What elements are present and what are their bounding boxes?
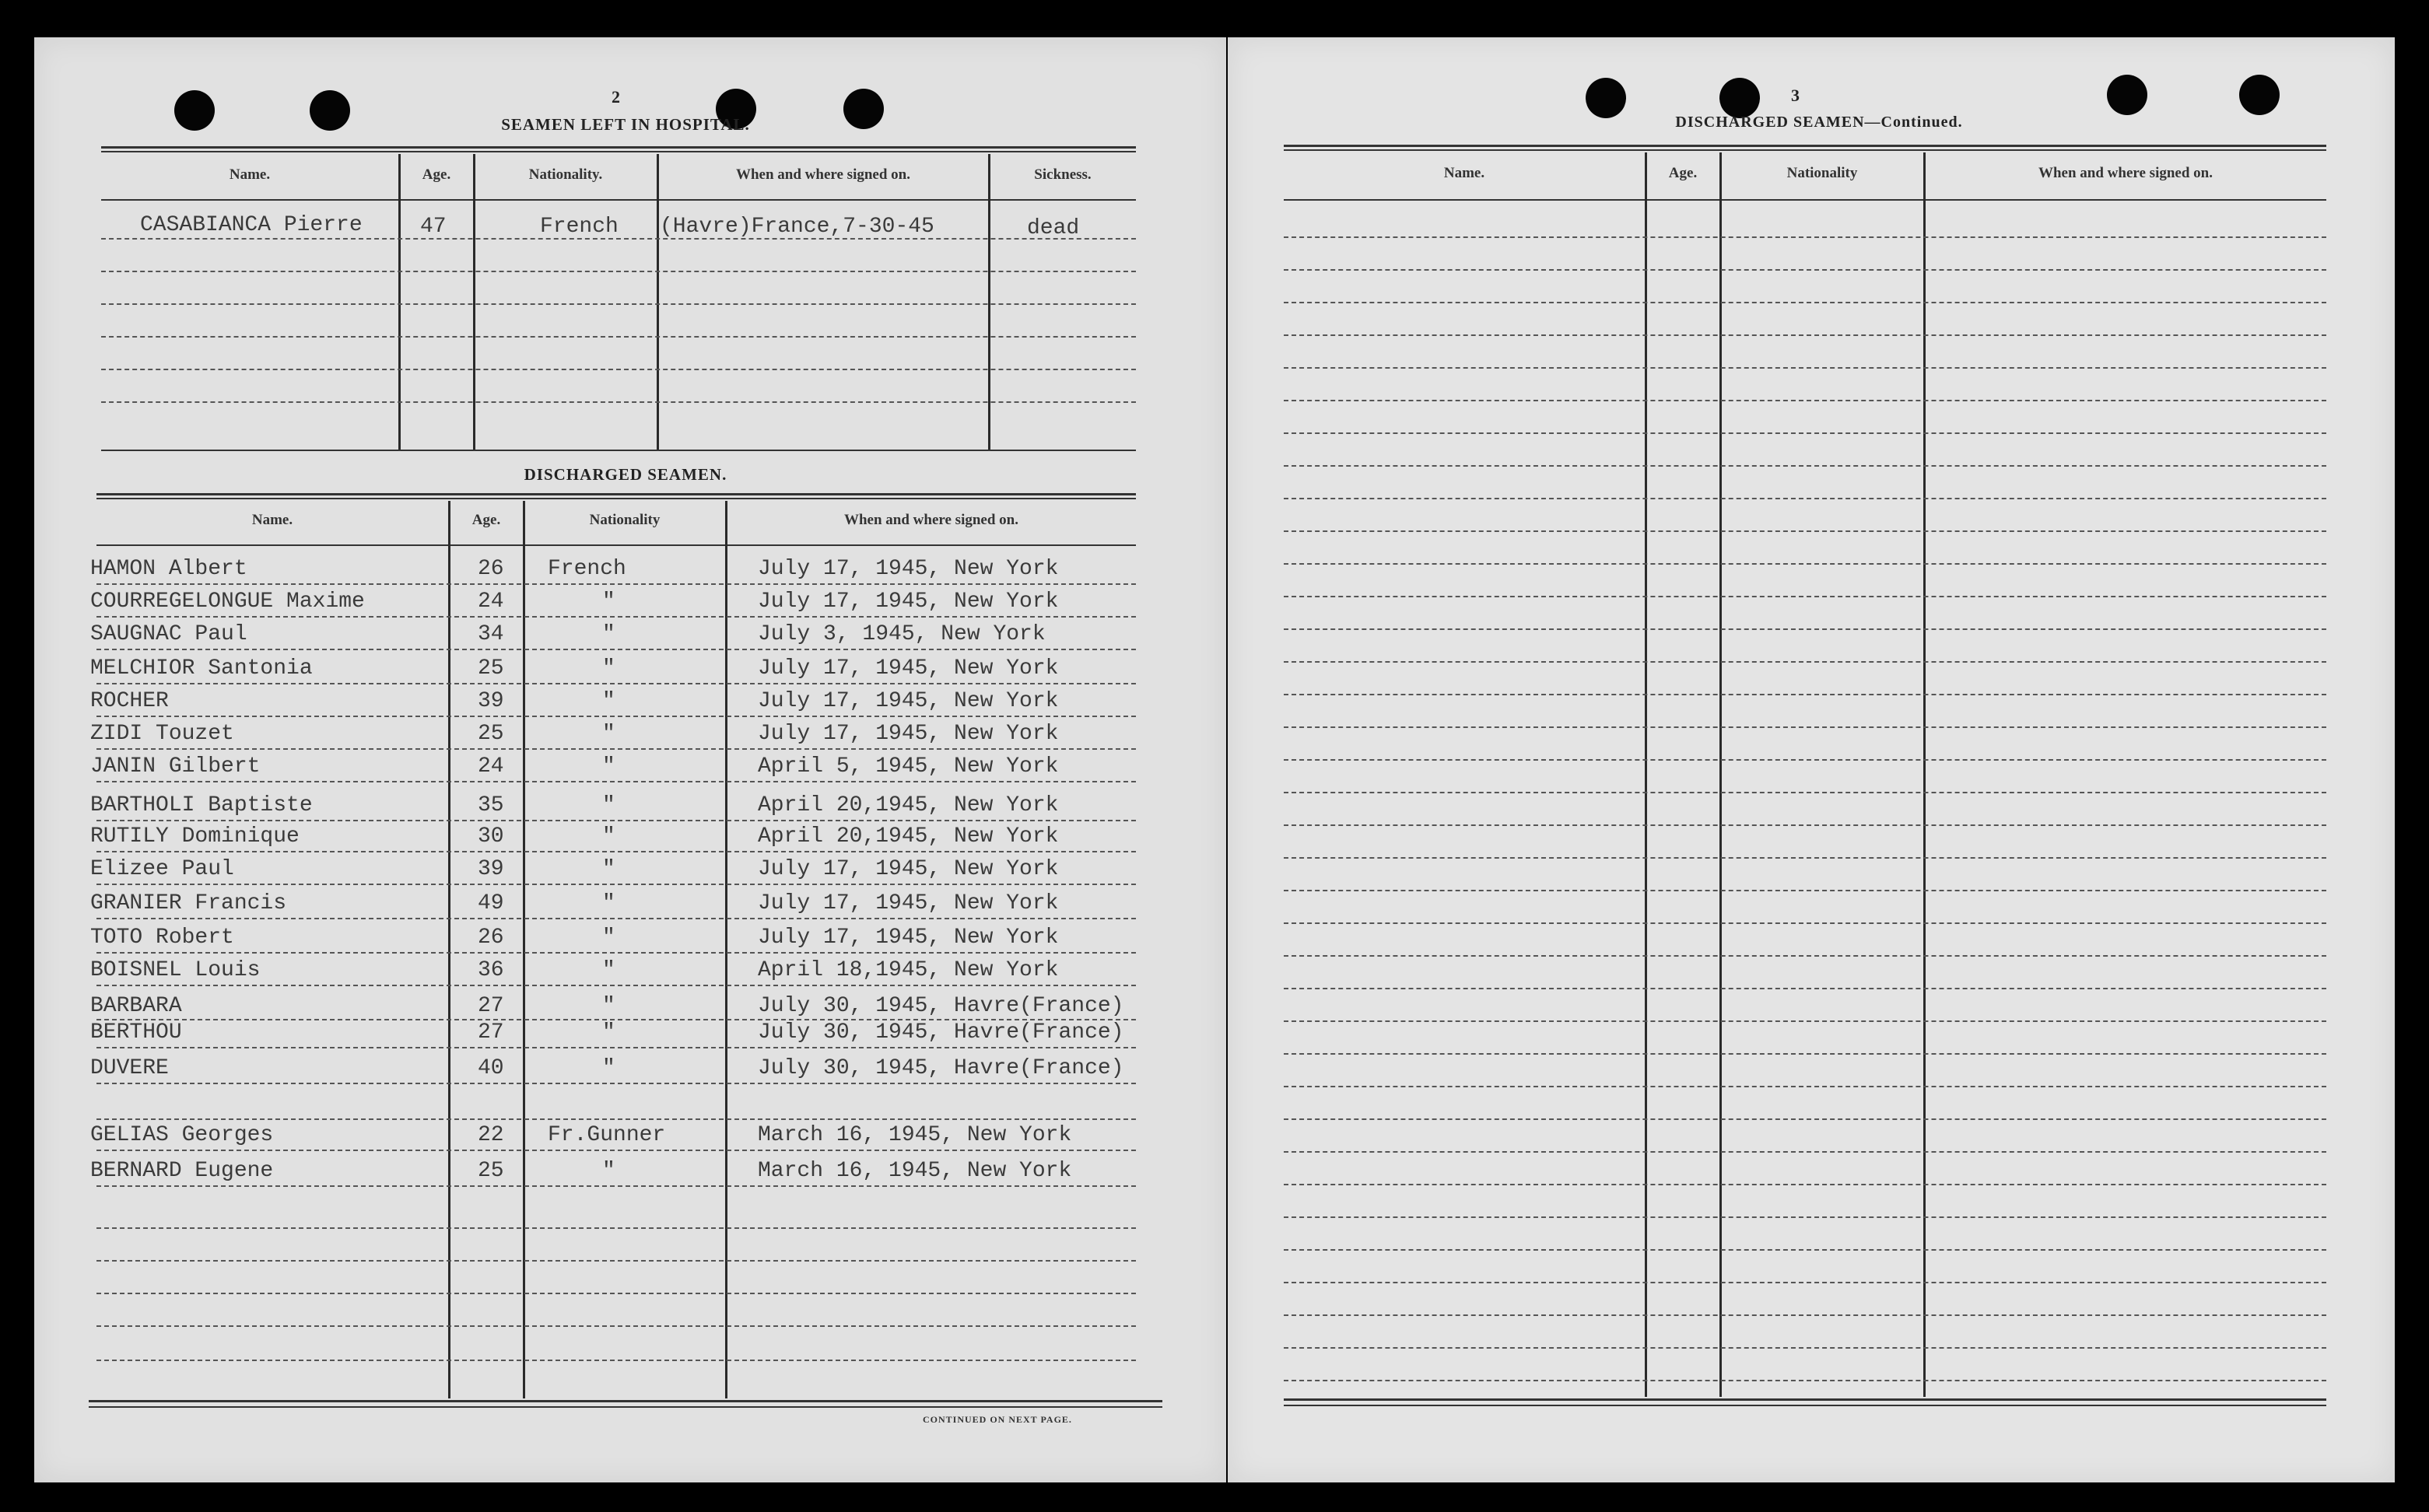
ruled-line bbox=[1284, 1314, 2326, 1316]
discharged-cell-signed-on: March 16, 1945, New York bbox=[758, 1123, 1072, 1147]
discharged-cell-signed-on: April 20,1945, New York bbox=[758, 824, 1059, 849]
ruled-line bbox=[1284, 1151, 2326, 1153]
discharged-cell-signed-on: July 17, 1945, New York bbox=[758, 590, 1059, 614]
ruled-line bbox=[1284, 563, 2326, 565]
discharged-cell-name: BERNARD Eugene bbox=[90, 1159, 274, 1183]
discharged-cell-signed-on: July 17, 1945, New York bbox=[758, 926, 1059, 950]
ruled-line bbox=[96, 748, 1136, 750]
discharged-section-title: DISCHARGED SEAMEN. bbox=[524, 465, 727, 484]
ruled-line bbox=[1284, 759, 2326, 761]
hospital-cell-sickness: dead bbox=[1027, 216, 1080, 240]
continued-header-age: Age. bbox=[1668, 165, 1698, 181]
discharged-cell-age: 35 bbox=[478, 793, 504, 817]
ruled-line bbox=[1284, 988, 2326, 989]
ruled-line bbox=[96, 1293, 1136, 1294]
discharged-cell-nationality: " bbox=[602, 824, 615, 849]
discharged-cell-signed-on: April 18,1945, New York bbox=[758, 958, 1059, 982]
discharged-cell-signed-on: July 17, 1945, New York bbox=[758, 557, 1059, 581]
discharged-cell-name: DUVERE bbox=[90, 1056, 169, 1080]
ruled-line bbox=[1284, 1282, 2326, 1283]
continued-header-name: Name. bbox=[1443, 165, 1485, 181]
continued-header-signed-on: When and where signed on. bbox=[2038, 165, 2213, 181]
discharged-cell-name: MELCHIOR Santonia bbox=[90, 656, 313, 681]
discharged-cell-name: BARTHOLI Baptiste bbox=[90, 793, 313, 817]
discharged-cell-signed-on: July 30, 1945, Havre(France) bbox=[758, 1020, 1124, 1045]
discharged-cell-nationality: " bbox=[602, 994, 615, 1018]
ruled-line bbox=[1284, 824, 2326, 826]
ruled-line bbox=[96, 1360, 1136, 1361]
hospital-header-sickness: Sickness. bbox=[1034, 166, 1092, 183]
hospital-cell-signed-on: (Havre)France,7-30-45 bbox=[660, 215, 934, 239]
ruled-line bbox=[96, 985, 1136, 986]
discharged-cell-name: COURREGELONGUE Maxime bbox=[90, 590, 365, 614]
page-number: 2 bbox=[612, 87, 620, 107]
discharged-cell-nationality: " bbox=[602, 857, 615, 881]
discharged-cell-name: HAMON Albert bbox=[90, 557, 247, 581]
continued-blank-lines bbox=[1228, 37, 2395, 1482]
discharged-cell-age: 24 bbox=[478, 590, 504, 614]
discharged-header-name: Name. bbox=[251, 512, 293, 528]
hospital-cell-name: CASABIANCA Pierre bbox=[140, 213, 363, 237]
hospital-cell-age: 47 bbox=[420, 215, 447, 239]
continued-header-nationality: Nationality bbox=[1786, 165, 1858, 181]
discharged-cell-name: BERTHOU bbox=[90, 1020, 182, 1045]
discharged-cell-name: Elizee Paul bbox=[90, 857, 234, 881]
ruled-line bbox=[1284, 432, 2326, 434]
discharged-cell-signed-on: April 20,1945, New York bbox=[758, 793, 1059, 817]
discharged-cell-nationality: " bbox=[602, 754, 615, 779]
ruled-line bbox=[96, 1047, 1136, 1048]
discharged-cell-signed-on: July 17, 1945, New York bbox=[758, 891, 1059, 915]
ruled-line bbox=[1284, 367, 2326, 369]
discharged-cell-signed-on: July 17, 1945, New York bbox=[758, 857, 1059, 881]
ruled-line bbox=[1284, 530, 2326, 532]
discharged-cell-signed-on: July 30, 1945, Havre(France) bbox=[758, 1056, 1124, 1080]
ruled-line bbox=[96, 683, 1136, 684]
discharged-cell-age: 30 bbox=[478, 824, 504, 849]
ruled-line bbox=[1284, 890, 2326, 891]
discharged-cell-signed-on: July 17, 1945, New York bbox=[758, 722, 1059, 746]
ruled-line bbox=[1284, 922, 2326, 924]
ruled-line bbox=[96, 1118, 1136, 1120]
hospital-header-name: Name. bbox=[229, 166, 271, 183]
page-number: 3 bbox=[1791, 86, 1800, 105]
ruled-line bbox=[96, 716, 1136, 717]
ruled-line bbox=[1284, 1249, 2326, 1251]
ruled-line bbox=[1284, 334, 2326, 336]
ruled-line bbox=[96, 781, 1136, 782]
ruled-line bbox=[96, 583, 1136, 585]
discharged-cell-nationality: " bbox=[602, 622, 615, 646]
discharged-cell-age: 27 bbox=[478, 994, 504, 1018]
ruled-line bbox=[96, 851, 1136, 852]
discharged-cell-nationality: " bbox=[602, 1159, 615, 1183]
ruled-line bbox=[96, 616, 1136, 618]
discharged-cell-age: 22 bbox=[478, 1123, 504, 1147]
continued-section-title: DISCHARGED SEAMEN—Continued. bbox=[1675, 114, 1963, 131]
discharged-cell-signed-on: July 17, 1945, New York bbox=[758, 656, 1059, 681]
ruled-line bbox=[1284, 1347, 2326, 1349]
discharged-cell-nationality: " bbox=[602, 793, 615, 817]
discharged-cell-nationality: " bbox=[602, 926, 615, 950]
discharged-cell-name: GRANIER Francis bbox=[90, 891, 287, 915]
discharged-cell-age: 27 bbox=[478, 1020, 504, 1045]
hospital-cell-nationality: French bbox=[540, 215, 619, 239]
ruled-line bbox=[96, 1325, 1136, 1327]
discharged-cell-name: TOTO Robert bbox=[90, 926, 234, 950]
ruled-line bbox=[1284, 236, 2326, 238]
ruled-line bbox=[1284, 1086, 2326, 1087]
ruled-line bbox=[96, 884, 1136, 885]
discharged-cell-age: 36 bbox=[478, 958, 504, 982]
discharged-cell-nationality: " bbox=[602, 891, 615, 915]
ruled-line bbox=[1284, 694, 2326, 695]
discharged-cell-nationality: " bbox=[602, 590, 615, 614]
discharged-cell-age: 24 bbox=[478, 754, 504, 779]
ruled-line bbox=[1284, 1118, 2326, 1120]
discharged-cell-nationality: Fr.Gunner bbox=[548, 1123, 666, 1147]
ruled-line bbox=[1284, 857, 2326, 859]
discharged-row bbox=[34, 1089, 1226, 1120]
discharged-cell-signed-on: July 17, 1945, New York bbox=[758, 689, 1059, 713]
discharged-cell-nationality: " bbox=[602, 958, 615, 982]
discharged-header-nationality: Nationality bbox=[589, 512, 661, 528]
ruled-line bbox=[1284, 1216, 2326, 1218]
ruled-line bbox=[1284, 628, 2326, 630]
ruled-line bbox=[1284, 596, 2326, 597]
discharged-cell-signed-on: March 16, 1945, New York bbox=[758, 1159, 1072, 1183]
discharged-cell-name: ZIDI Touzet bbox=[90, 722, 234, 746]
discharged-header-signed-on: When and where signed on. bbox=[843, 512, 1018, 528]
hospital-header-age: Age. bbox=[422, 166, 451, 183]
discharged-cell-age: 49 bbox=[478, 891, 504, 915]
discharged-cell-nationality: " bbox=[602, 722, 615, 746]
hospital-header-nationality: Nationality. bbox=[528, 166, 603, 183]
discharged-cell-signed-on: July 3, 1945, New York bbox=[758, 622, 1046, 646]
ruled-line bbox=[96, 649, 1136, 650]
ruled-line bbox=[96, 1019, 1136, 1020]
ruled-line bbox=[1284, 1184, 2326, 1185]
discharged-cell-nationality: " bbox=[602, 1056, 615, 1080]
discharged-cell-age: 25 bbox=[478, 722, 504, 746]
ruled-line bbox=[1284, 661, 2326, 663]
ruled-line bbox=[1284, 302, 2326, 303]
ruled-line bbox=[96, 1185, 1136, 1187]
discharged-cell-name: GELIAS Georges bbox=[90, 1123, 274, 1147]
discharged-cell-name: ROCHER bbox=[90, 689, 169, 713]
ruled-line bbox=[1284, 465, 2326, 467]
ruled-line bbox=[1284, 955, 2326, 957]
discharged-cell-age: 34 bbox=[478, 622, 504, 646]
discharged-cell-age: 39 bbox=[478, 689, 504, 713]
ruled-line bbox=[1284, 400, 2326, 401]
ruled-line bbox=[1284, 269, 2326, 271]
discharged-cell-name: BARBARA bbox=[90, 994, 182, 1018]
ruled-line bbox=[1284, 1053, 2326, 1055]
ruled-line bbox=[96, 1150, 1136, 1151]
ruled-line bbox=[96, 918, 1136, 919]
ruled-line bbox=[96, 1227, 1136, 1229]
discharged-cell-nationality: " bbox=[602, 656, 615, 681]
ruled-line bbox=[96, 1260, 1136, 1262]
discharged-cell-age: 25 bbox=[478, 1159, 504, 1183]
discharged-rows bbox=[34, 37, 1226, 1482]
discharged-cell-name: SAUGNAC Paul bbox=[90, 622, 247, 646]
ruled-line bbox=[1284, 498, 2326, 499]
ruled-line bbox=[96, 952, 1136, 954]
right-page bbox=[1228, 37, 2395, 1482]
ruled-line bbox=[1284, 1380, 2326, 1381]
discharged-cell-name: BOISNEL Louis bbox=[90, 958, 261, 982]
discharged-cell-nationality: French bbox=[548, 557, 626, 581]
continued-note: CONTINUED ON NEXT PAGE. bbox=[923, 1414, 1072, 1425]
discharged-cell-age: 25 bbox=[478, 656, 504, 681]
ruled-line bbox=[1284, 792, 2326, 793]
left-page bbox=[34, 37, 1226, 1482]
discharged-cell-age: 40 bbox=[478, 1056, 504, 1080]
ruled-line bbox=[1284, 1020, 2326, 1022]
discharged-cell-age: 26 bbox=[478, 926, 504, 950]
discharged-cell-age: 39 bbox=[478, 857, 504, 881]
discharged-cell-signed-on: April 5, 1945, New York bbox=[758, 754, 1059, 779]
ruled-line bbox=[96, 820, 1136, 821]
ruled-line bbox=[96, 1083, 1136, 1084]
ruled-line bbox=[1284, 726, 2326, 728]
discharged-cell-nationality: " bbox=[602, 689, 615, 713]
hospital-header-signed-on: When and where signed on. bbox=[735, 166, 910, 183]
hospital-section-title: SEAMEN LEFT IN HOSPITAL. bbox=[501, 115, 750, 134]
discharged-cell-name: RUTILY Dominique bbox=[90, 824, 300, 849]
discharged-cell-signed-on: July 30, 1945, Havre(France) bbox=[758, 994, 1124, 1018]
discharged-cell-age: 26 bbox=[478, 557, 504, 581]
discharged-cell-nationality: " bbox=[602, 1020, 615, 1045]
discharged-header-age: Age. bbox=[471, 512, 501, 528]
discharged-cell-name: JANIN Gilbert bbox=[90, 754, 261, 779]
